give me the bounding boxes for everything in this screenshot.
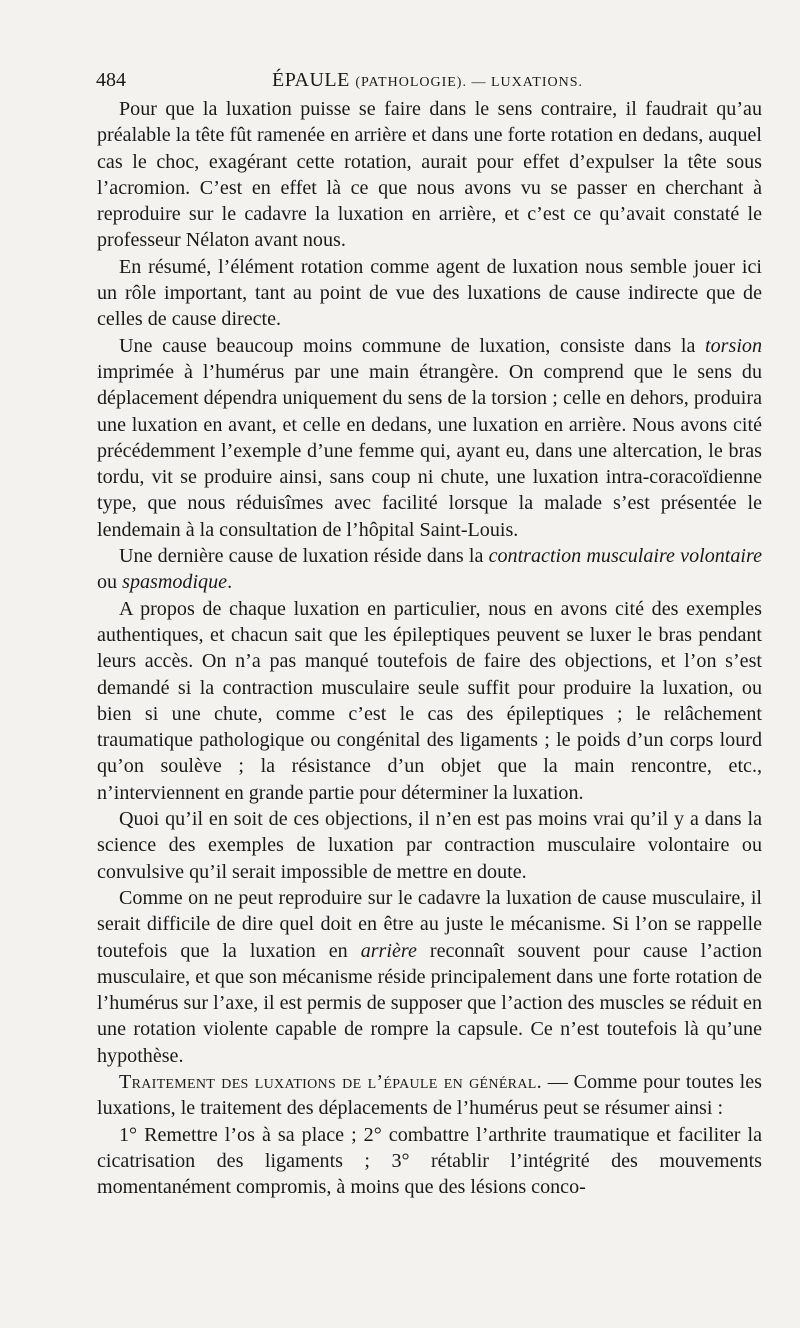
paragraph-1 [97,96,762,254]
paragraph-7 [97,885,762,1069]
paragraph-2 [97,254,762,333]
text-span: En résumé, l’élément rotation comme agent de luxation nous semble jouer ici un rôle important, tant au point de vue des luxations de cause indirecte que de celles de cause directe. [97,255,762,331]
running-title-sub: (PATHOLOGIE). — LUXATIONS. [355,75,584,90]
paragraph-5 [97,596,762,806]
text-span: — Comme pour toutes les luxations, le traitement des déplacements de l’humérus peut se résumer ainsi : [97,1070,762,1120]
text-span: 1° Remettre l’os à sa place ; 2° combattre l’arthrite traumatique et faciliter la cicatrisation des ligaments ; 3° rétablir l’intégrité des mouvements momentanément compromis, à moins que des lésions conco- [97,1123,762,1199]
text-span: imprimée à l’humérus par une main étrangère. On comprend que le sens du déplacement dépendra uniquement du sens de la torsion ; celle en dehors, produira une luxation en avant, et celle en dedans, une luxation en arrière. Nous avons cité précédemment l’exemple d’une femme qui, ayant eu, dans une altercation, le bras tordu, vit se produire ainsi, sans coup ni chute, une luxation intra-coracoïdienne type, que nous réduisîmes avec facilité lorsque la malade s’est présentée le lendemain à la consultation de l’hôpital Saint-Louis. [97,360,762,541]
text-span: Pour que la luxation puisse se faire dans le sens contraire, il faudrait qu’au préalable la tête fût ramenée en arrière et dans une forte rotation en dedans, auquel cas le choc, exagérant cette rotation, aurait pour effet d’expulser la tête sous l’acromion. C’est en effet là ce que nous avons vu se passer en cherchant à reproduire sur le cadavre la luxation en arrière, et c’est ce qu’avait constaté le professeur Nélaton avant nous. [97,98,762,252]
text-span: ou [97,571,123,594]
paragraph-3 [97,333,762,543]
italic-term: torsion [705,334,762,357]
body-text [97,96,762,1200]
italic-term: arrière [360,939,417,962]
text-span: reconnaît souvent pour cause l’action musculaire, et que son mécanisme réside principalement dans une forte rotation de l’humérus sur l’axe, il est permis de supposer que l’action des muscles se réduit en une rotation violente capable de rompre la capsule. Ce n’est toutefois là qu’une hypothèse. [97,939,762,1067]
running-title [272,64,583,99]
text-span: Quoi qu’il en soit de ces objections, il n’en est pas moins vrai qu’il y a dans la science des exemples de luxation par contraction musculaire volontaire ou convulsive qu’il serait impossible de mettre en doute. [97,808,762,883]
italic-term: contraction musculaire volontaire [488,545,762,568]
section-heading: Traitement des luxations de l’épaule en général. [119,1070,542,1093]
paragraph-9 [97,1122,762,1201]
text-span: Une cause beaucoup moins commune de luxation, consiste dans la [119,334,706,357]
text-span: A propos de chaque luxation en particulier, nous en avons cité des exemples authentiques, et chacun sait que les épileptiques peuvent se luxer le bras pendant leurs accès. On n’a pas manqué toutefois de faire des objections, et l’on s’est demandé si la contraction musculaire seule suffit pour produire la luxation, ou bien si une chute, comme c’est le cas des épileptiques ; le relâchement traumatique pathologique ou congénital des ligaments ; le poids d’un corps lourd qu’on soulève ; la résistance d’un objet que la main rencontre, etc., n’interviennent en grande partie pour déterminer la luxation. [97,597,762,804]
page-number: 484 [96,69,126,91]
paragraph-8 [97,1069,762,1122]
italic-term: spasmodique [122,571,228,594]
text-span: Comme on ne peut reproduire sur le cadavre la luxation de cause musculaire, il serait difficile de dire quel doit en être au juste le mécanisme. Si l’on se rappelle toutefois que la luxation en [97,886,762,962]
running-title-main: ÉPAULE [272,69,350,91]
running-header [94,64,762,96]
text-span: . [227,571,233,594]
paragraph-4 [97,543,762,596]
text-span: Une dernière cause de luxation réside dans la [119,545,489,568]
paragraph-6 [97,806,762,885]
